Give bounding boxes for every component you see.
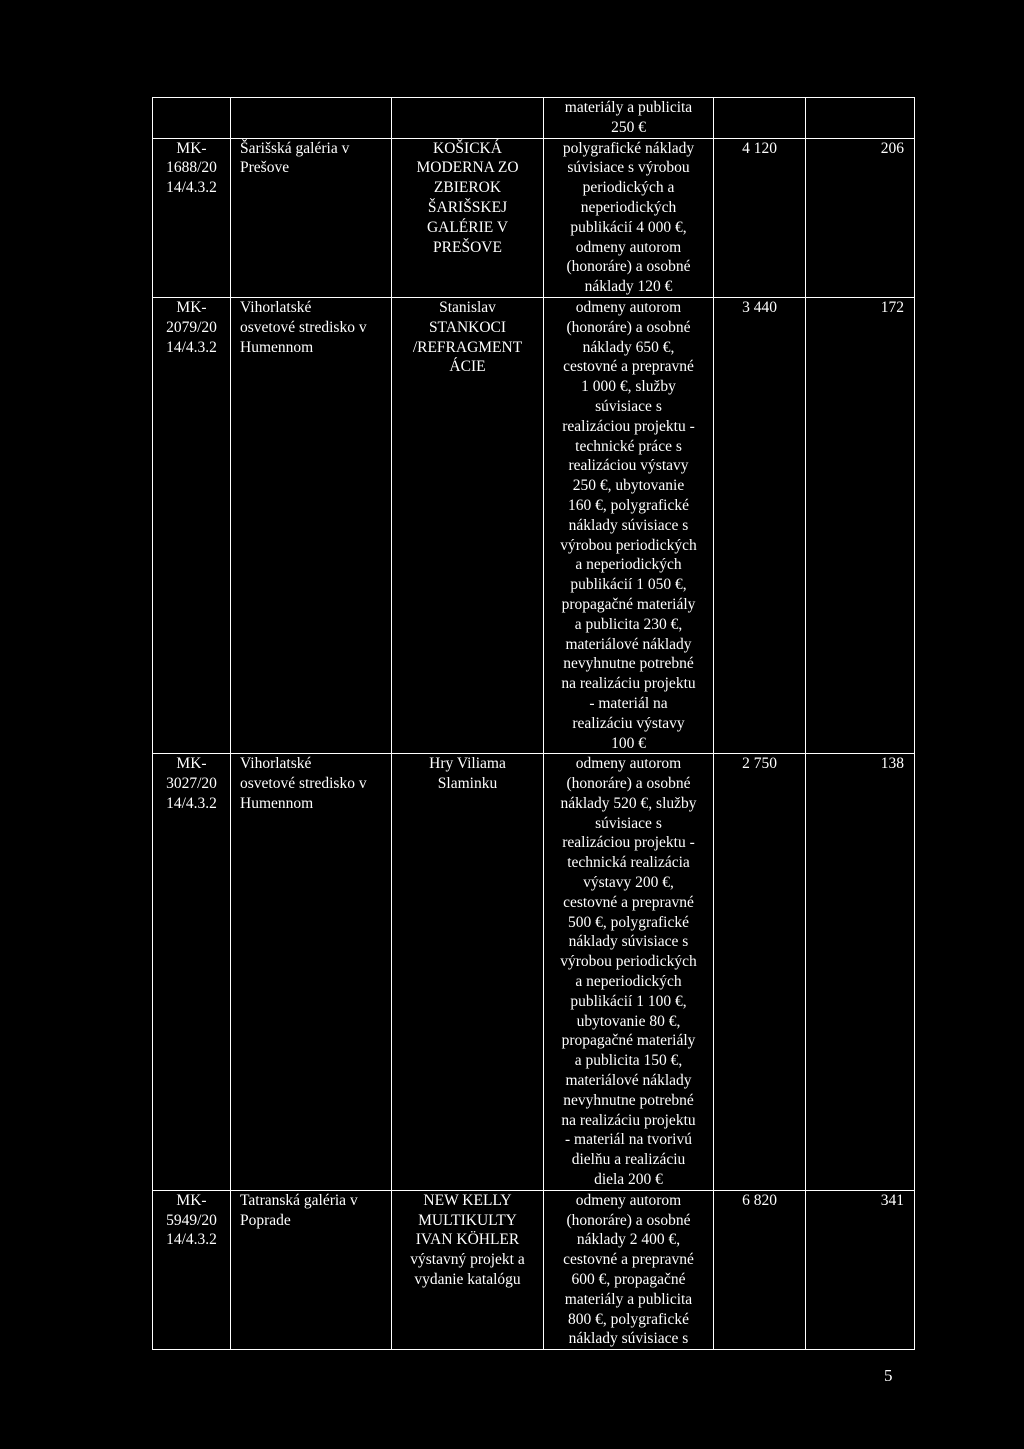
project-id: MK- 5949/20 14/4.3.2: [166, 1191, 217, 1249]
org-cell: [231, 138, 392, 297]
granted-cell: [806, 1190, 915, 1349]
empty-cell: [153, 98, 231, 139]
organization-name: Vihorlatské osvetové stredisko v Humennom: [240, 298, 367, 356]
empty-cell: [714, 98, 806, 139]
cost-text: polygrafické náklady súvisiace s výrobou periodických a neperiodických publikácií 4 000 €, odmeny autorom (honoráre) a osobné náklady 120 €: [562, 139, 695, 296]
organization-name: Tatranská galéria v Poprade: [240, 1191, 358, 1229]
id-cell: [153, 754, 231, 1191]
requested-cell: [714, 138, 806, 297]
table-row: [153, 754, 915, 1191]
table-row: [153, 98, 915, 139]
id-cell: [153, 297, 231, 753]
project-id: MK- 2079/20 14/4.3.2: [166, 298, 217, 356]
table-row: [153, 1190, 915, 1349]
project-title: Hry Viliama Slaminku: [429, 755, 506, 793]
org-cell: [231, 754, 392, 1191]
requested-amount: 3 440: [742, 298, 777, 316]
requested-cell: [714, 754, 806, 1191]
project-cell: [392, 138, 544, 297]
cost-text: odmeny autorom (honoráre) a osobné náklady 520 €, služby súvisiace s realizáciou projektu - technická realizácia výstavy 200 €, cestovné a prepravné 500 €, polygrafické náklady súvisiace s výrobou periodických a neperiodických publikácií 1 100 €, ubytovanie 80 €, propagačné materiály a publicita 150 €, materiálové náklady nevyhnutne potrebné na realizáciu projektu - materiál na tvorivú dielňu a realizáciu diela 200 €: [560, 755, 697, 1189]
grant-table: [152, 97, 915, 1350]
org-cell: [231, 1190, 392, 1349]
cost-cell: [544, 1190, 714, 1349]
cost-cell: [544, 297, 714, 753]
cost-cell: [544, 754, 714, 1191]
requested-amount: 6 820: [742, 1191, 777, 1209]
id-cell: [153, 138, 231, 297]
project-title: KOŠICKÁ MODERNA ZO ZBIEROK ŠARIŠSKEJ GALÉRIE V PREŠOVE: [416, 139, 519, 256]
cost-text: materiály a publicita 250 €: [564, 99, 693, 136]
table-row: [153, 138, 915, 297]
cost-text: odmeny autorom (honoráre) a osobné náklady 650 €, cestovné a prepravné 1 000 €, služby súvisiace s realizáciou projektu - technické práce s realizáciou výstavy 250 €, ubytovanie 160 €, polygrafické náklady súvisiace s výrobou periodických a neperiodických publikácií 1 050 €, propagačné materiály a publicita 230 €, materiálové náklady nevyhnutne potrebné na realizáciu projektu - materiál na realizáciu výstavy 100 €: [560, 298, 697, 752]
page-number: 5: [884, 1366, 893, 1385]
table-row: [153, 297, 915, 753]
cost-cell: [544, 138, 714, 297]
project-cell: [392, 754, 544, 1191]
org-cell: [231, 297, 392, 753]
requested-cell: [714, 297, 806, 753]
empty-cell: [392, 98, 544, 139]
granted-amount: 172: [880, 298, 904, 316]
project-title: NEW KELLY MULTIKULTY IVAN KÖHLER výstavný projekt a vydanie katalógu: [410, 1191, 525, 1289]
project-cell: [392, 297, 544, 753]
project-id: MK- 3027/20 14/4.3.2: [166, 755, 217, 812]
project-id: MK- 1688/20 14/4.3.2: [166, 139, 217, 197]
granted-cell: [806, 754, 915, 1191]
id-cell: [153, 1190, 231, 1349]
empty-cell: [231, 98, 392, 139]
project-title: Stanislav STANKOCI /REFRAGMENT ÁCIE: [412, 298, 523, 376]
cost-text: odmeny autorom (honoráre) a osobné náklady 2 400 €, cestovné a prepravné 600 €, propagačné materiály a publicita 800 €, polygrafické náklady súvisiace s: [563, 1191, 694, 1348]
granted-cell: [806, 297, 915, 753]
granted-amount: 206: [880, 139, 904, 157]
requested-amount: 2 750: [742, 755, 777, 773]
organization-name: Šarišská galéria v Prešove: [240, 139, 350, 177]
granted-cell: [806, 138, 915, 297]
requested-cell: [714, 1190, 806, 1349]
project-cell: [392, 1190, 544, 1349]
granted-amount: 138: [880, 755, 904, 773]
granted-amount: 341: [880, 1191, 904, 1209]
requested-amount: 4 120: [742, 139, 777, 157]
cost-cell: [544, 98, 714, 139]
empty-cell: [806, 98, 915, 139]
organization-name: Vihorlatské osvetové stredisko v Humennom: [240, 755, 367, 812]
